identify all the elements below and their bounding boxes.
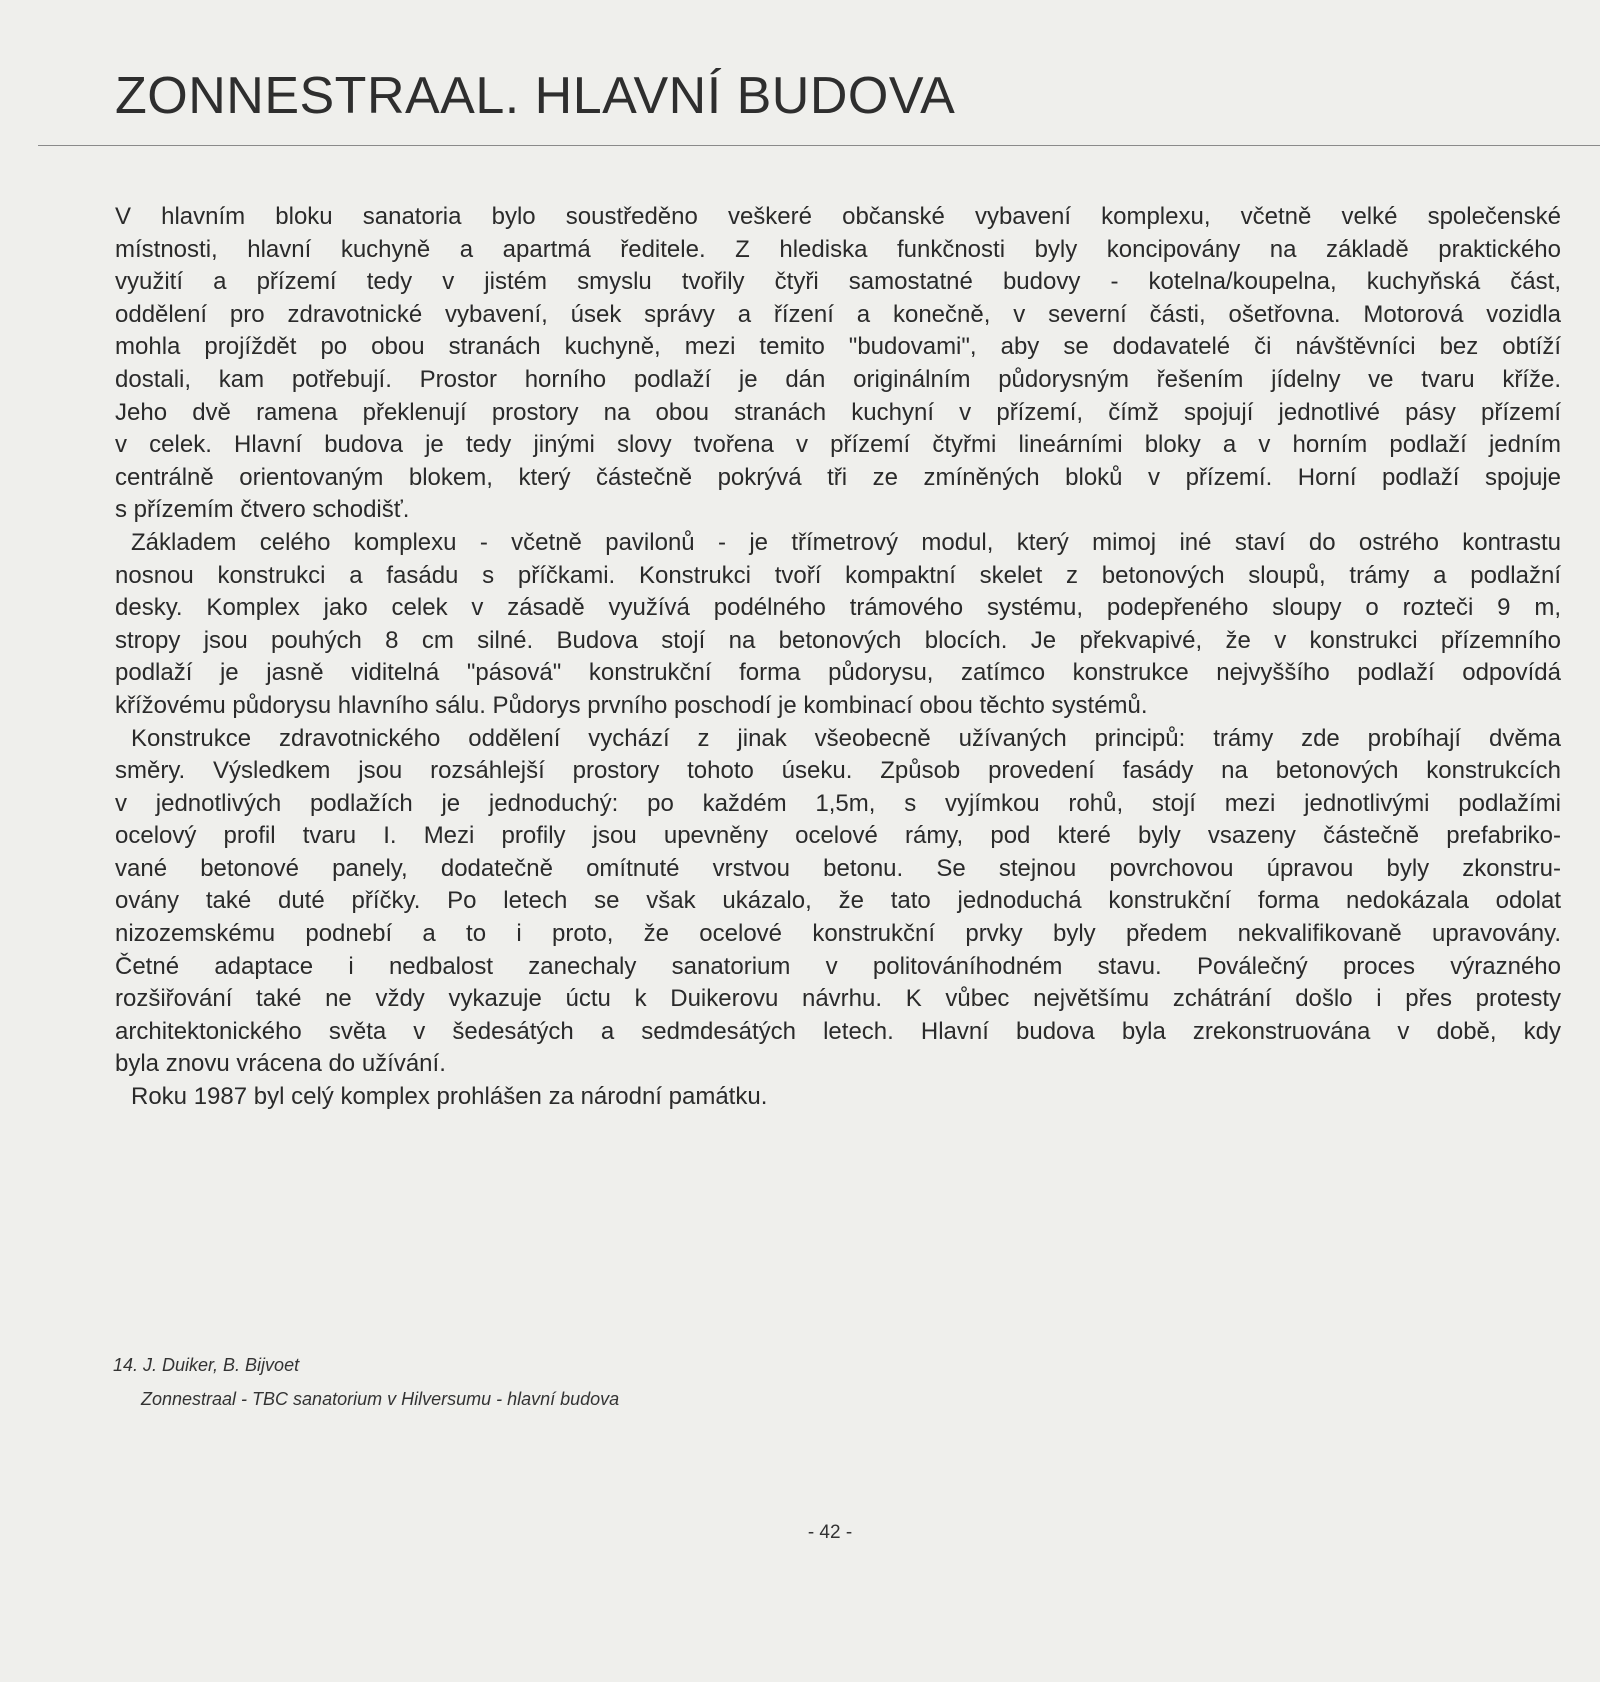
paragraph-line: V hlavním bloku sanatoria bylo soustředěno veškeré občanské vybavení komplexu, včetně velké společenské [115, 203, 1561, 230]
paragraph [115, 1081, 1561, 1114]
paragraph-line: byla znovu vrácena do užívání. [115, 1050, 446, 1078]
body-text [115, 201, 1561, 1114]
paragraph-line: Jeho dvě ramena překlenují prostory na obou stranách kuchyní v přízemí, čímž spojují jednotlivé pásy přízemí [115, 398, 1561, 426]
page-title: ZONNESTRAAL. HLAVNÍ BUDOVA [115, 67, 956, 125]
paragraph-line: Konstrukce zdravotnického oddělení vychází z jinak všeobecně užívaných principů: trámy zde probíhají dvěma [131, 724, 1561, 752]
paragraph-line: desky. Komplex jako celek v zásadě využívá podélného trámového systému, podepřeného sloupy o rozteči 9 m, [115, 594, 1561, 622]
paragraph-line: centrálně orientovaným blokem, který částečně pokrývá tři ze zmíněných bloků v přízemí. Horní podlaží spojuje [115, 463, 1561, 491]
paragraph-line: směry. Výsledkem jsou rozsáhlejší prostory tohoto úseku. Způsob provedení fasády na betonových konstrukcích [115, 757, 1561, 785]
paragraph-line: místnosti, hlavní kuchyně a apartmá ředitele. Z hlediska funkčnosti byly koncipovány na základě praktického [115, 235, 1561, 263]
paragraph [115, 201, 1561, 527]
paragraph-line: Četné adaptace i nedbalost zanechaly sanatorium v politováníhodném stavu. Poválečný proces výrazného [115, 952, 1561, 980]
paragraph-line: rozšiřování také ne vždy vykazuje úctu k Duikerovu návrhu. K vůbec největšímu zchátrání došlo i přes protesty [115, 985, 1561, 1013]
paragraph-line: mohla projíždět po obou stranách kuchyně, mezi temito "budovami", aby se dodavatelé či návštěvníci bez obtíží [115, 333, 1561, 361]
paragraph-line: ocelový profil tvaru I. Mezi profily jsou upevněny ocelové rámy, pod které byly vsazeny částečně prefabriko- [115, 822, 1561, 850]
paragraph-line: Roku 1987 byl celý komplex prohlášen za národní památku. [131, 1083, 768, 1111]
paragraph-line: v celek. Hlavní budova je tedy jinými slovy tvořena v přízemí čtyřmi lineárními bloky a v horním podlaží jedním [115, 431, 1561, 459]
title-divider [38, 145, 1600, 146]
paragraph-line: nosnou konstrukci a fasádu s příčkami. Konstrukci tvoří kompaktní skelet z betonových sloupů, trámy a podlažní [115, 561, 1561, 589]
paragraph-line: dostali, kam potřebují. Prostor horního podlaží je dán originálním půdorysným řešením jídelny ve tvaru kříže. [115, 365, 1561, 393]
figure-caption-title: Zonnestraal - TBC sanatorium v Hilversumu - hlavní budova [141, 1389, 620, 1409]
paragraph-line: podlaží je jasně viditelná "pásová" konstrukční forma půdorysu, zatímco konstrukce nejvyššího podlaží odpovídá [115, 659, 1561, 687]
paragraph-line: architektonického světa v šedesátých a sedmdesátých letech. Hlavní budova byla zrekonstruována v době, kdy [115, 1017, 1561, 1045]
paragraph-line: vané betonové panely, dodatečně omítnuté vrstvou betonu. Se stejnou povrchovou úpravou byly zkonstru- [115, 854, 1561, 882]
paragraph-line: Základem celého komplexu - včetně pavilonů - je třímetrový modul, který mimoj iné staví do ostrého kontrastu [131, 528, 1561, 556]
page-number: - 42 - [807, 1522, 853, 1543]
figure-caption-authors: 14. J. Duiker, B. Bijvoet [113, 1355, 300, 1375]
paragraph-line: nizozemskému podnebí a to i proto, že ocelové konstrukční prvky byly předem nekvalifikovaně upravovány. [115, 920, 1561, 948]
paragraph-line: v jednotlivých podlažích je jednoduchý: po každém 1,5m, s vyjímkou rohů, stojí mezi jednotlivými podlažími [115, 789, 1561, 817]
paragraph-line: stropy jsou pouhých 8 cm silné. Budova stojí na betonových blocích. Je překvapivé, že v konstrukci přízemního [115, 626, 1561, 654]
paragraph [115, 723, 1561, 1082]
paragraph [115, 527, 1561, 723]
paragraph-line: s přízemím čtvero schodišť. [115, 496, 410, 524]
paragraph-line: oddělení pro zdravotnické vybavení, úsek správy a řízení a konečně, v severní části, ošetřovna. Motorová vozidla [115, 300, 1561, 328]
paragraph-line: ovány také duté příčky. Po letech se však ukázalo, že tato jednoduchá konstrukční forma nedokázala odolat [115, 887, 1561, 915]
paragraph-line: využití a přízemí tedy v jistém smyslu tvořily čtyři samostatné budovy - kotelna/koupelna, kuchyňská část, [115, 268, 1561, 296]
paragraph-line: křížovému půdorysu hlavního sálu. Půdorys prvního poschodí je kombinací obou těchto systémů. [115, 691, 1148, 719]
